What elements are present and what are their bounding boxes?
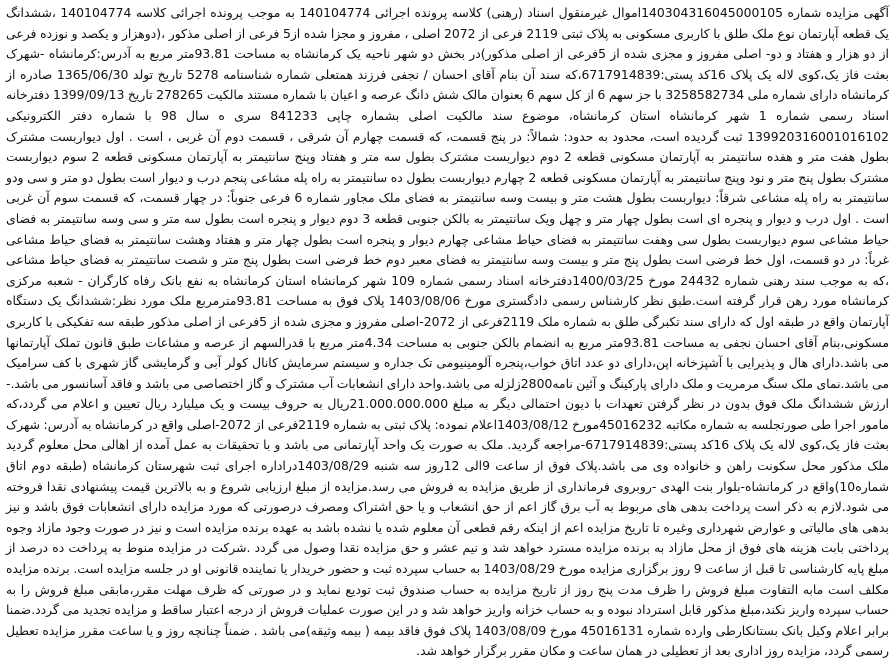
notice-body-text: آگهی مزایده شماره 140304316045000105اموال غیرمنقول اسناد (رهنی) کلاسه پرونده اجرائی 140104774 به موجب پرونده اجرائی کلاسه 140104774 ،ششدانگ یک قطعه آپارتمان نوع ملک طلق با کاربری مسکونی به پلاک ثبتی 2119 فرعی از 2072 اصلی ، مفروز و مجزا شده از5 فرعی از اصلی مذکور ،(دوهزار و یکصد و نوزده فرعی از دو هزار و هفتاد و دو- اصلی مفروز و مجزی شده از 5فرعی از اصلی مذکور)در بخش دو شهر ناحیه یک کرمانشاه به مساحت 93.81متر مربع به آدرس:کرمانشاه -شهرک بعثت فاز یک،کوی لاله یک پلاک 16کد پستی:6717914839،که سند آن بنام آقای احسان / نجفی فرزند همتعلی شماره شناسنامه 5278 تاریخ تولد 1365/06/30 صادره از کرمانشاه دارای شماره ملی 3258582734 با جز سهم 6 از کل سهم 6 بعنوان مالک شش دانگ عرصه و اعیان با شماره مستند مالکیت 278265 تاریخ 1399/09/13 دفترخانه اسناد رسمی شماره 1 شهر کرمانشاه استان کرمانشاه، موضوع سند مالکیت اصلی بشماره چاپی 841233 سری ه سال 98 با شماره دفتر الکترونیکی 139920316001016102 ثبت گردیده است، محدود به حدود: شمالاً: در پنج قسمت، که قسمت چهارم آن شرقی ، قسمت دوم آن غربی ، است . اول دیواربست مشترک بطول هفت متر و هفده سانتیمتر به آپارتمان مسکونی قطعه 2 دوم دیواربست مشترک بطول سه متر و هفتاد وپنج سانتیمتر به آپارتمان مسکونی قطعه 2 سوم دیواربست مشترک بطول پنج متر و نود وپنج سانتیمتر به آپارتمان مسکونی قطعه 2 چهارم دیواربست بطول ده سانتیمتر به راه پله مشاعی پنجم درب و دیوار است بطول دو متر و سی ودو سانتیمتر به راه پله مشاعی شرقاً: دیواربست بطول هشت متر و بیست وسه سانتیمتر به فضای ملک مجاور شماره 6 فرعی جنوباً: در چهار قسمت، که قسمت سوم آن غربی است . اول درب و دیوار و پنجره ای است بطول چهار متر و چهل ویک سانتیمتر به بالکن جنوبی قطعه 3 دوم دیوار و پنجره است بطول سه متر و سی وسه سانتیمتر به فضای حیاط مشاعی سوم دیواربست بطول سی وهفت سانتیمتر به فضای حیاط مشاعی چهارم دیوار و پنجره است بطول چهار متر و هفتاد وهشت سانتیمتر به فضای حیاط مشاعی غرباً: در دو قسمت، اول خط فرضی است بطول پنج متر و بیست وسه سانتیمتر به فضای معبر دوم خط فرضی است بطول پنج متر و شصت سانتیمتر به فضای حیاط مشاعی ،که به موجب سند رهنی شماره 24432 مورخ 1400/03/25دفترخانه اسناد رسمی شماره 109 شهر کرمانشاه استان کرمانشاه به نفع بانک رفاه کارگران - شعبه مرکزی کرمانشاه مورد رهن قرار گرفته است.طبق نظر کارشناس رسمی دادگستری مورخ 1403/08/06 پلاک فوق به مساحت 93.81مترمربع ملک مورد نظر:ششدانگ یک دستگاه آپارتمان واقع در طبقه اول که دارای سند تکبرگی طلق به شماره ملک 2119فرعی از 2072-اصلی مفروز و مجزی شده از 5فرعی از اصلی مذکور طبقه سه تفکیکی با کاربری مسکونی،بنام آقای احسان نجفی به مساحت 93.81متر مربع به انضمام بالکن جنوبی به مساحت 4.34متر مربع با قدرالسهم از عرصه و مشاعات طبق قانون تملک آپارتمانها می باشد.دارای هال و پذیرایی با آشپزخانه اپن،دارای دو عدد اتاق خواب،پنجره آلومینیومی تک جداره و سیستم سرمایش کانال کولر آبی و گرمایشی گاز شهری با کف سرامیک می باشد.نمای ملک سنگ مرمریت و ملک دارای پارکینگ و آئین نامه2800زلزله می باشد.واحد دارای انشعابات آب مشترک و گاز اختصاصی می باشد و فاقد آسانسور می باشد.-ارزش ششدانگ ملک فوق بدون در نظر گرفتن تعهدات با دیون احتمالی دیگر به مبلغ 21.000.000.000ریال به حروف بیست و یک میلیارد ریال تعیین و اعلام می گردد،که مامور اجرا طی صورتجلسه به شماره مکاتبه 45016232مورخ 1403/08/12اعلام نموده: پلاک ثبتی به شماره 2119فرعی از 2072-اصلی واقع در کرمانشاه به آدرس: شهرک بعثت فاز یک،کوی لاله یک پلاک 16کد پستی:6717914839-مراجعه گردید. ملک به صورت یک واحد آپارتمانی می باشد و با تحقیقات به عمل آمده از اهالی محل معلوم گردید ملک مذکور محل سکونت راهن و خانواده وی می باشد.پلاک فوق از ساعت 9الی 12روز سه شنبه 1403/08/29دراداره اجرای ثبت شهرستان کرمانشاه (طبقه دوم اتاق شماره10)واقع در کرمانشاه-بلوار بنت الهدی -روبروی فرمانداری از طریق مزایده به فروش می رسد.مزایده از مبلغ ارزیابی شروع و به بالاترین قیمت پیشنهادی نقدا فروخته می شود.لازم به ذکر است پرداخت بدهی های مربوط به آب برق گاز اعم از حق انشعاب و یا حق اشتراک ومصرف درصورتی که مورد مزایده دارای انشعابات فوق باشد و نیز بدهی های مالیاتی و عوارض شهرداری وغیره تا تاریخ مزایده اعم از اینکه رقم قطعی آن معلوم شده یا نشده باشد به عهده برنده مزایده است و نیز در صورت وجود مازاد وجوه پرداختی بابت هزینه های فوق از محل مازاد به برنده مزایده مسترد خواهد شد و نیم عشر و حق مزایده نقدا وصول می گردد .شرکت در مزایده منوط به پرداخت ده درصد از مبلغ پایه کارشناسی تا قبل از ساعت 9 روز برگزاری مزایده مورخ 1403/08/29 به حساب سپرده ثبت و حضور خریدار یا نماینده قانونی او در جلسه مزایده است. برنده مزایده مکلف است مابه التفاوت مبلغ فروش را ظرف مدت پنج روز از تاریخ مزایده به حساب صندوق ثبت تودیع نماید و در صورتی که ظرف مهلت مقرر،مابقی مبلغ فروش را به حساب سپرده واریز نکند،مبلغ مذکور قابل استرداد نبوده و به حساب خزانه واریز خواهد شد و در این صورت عملیات فروش از درجه اعتبار ساقط و مزایده تجدید می گردد.ضمنا برابر اعلام وکیل بانک بستانکارطی وارده شماره 45016131 مورخ 1403/08/09 پلاک فوق فاقد بیمه ( بیمه وثیقه)می باشد . ضمناً چنانچه روز و یا ساعت مقرر مزایده تعطیل رسمی گردد، مزایده روز اداری بعد از تعطیلی در همان ساعت و مکان مقرر برگزار خواهد شد. [6,5,890,659]
